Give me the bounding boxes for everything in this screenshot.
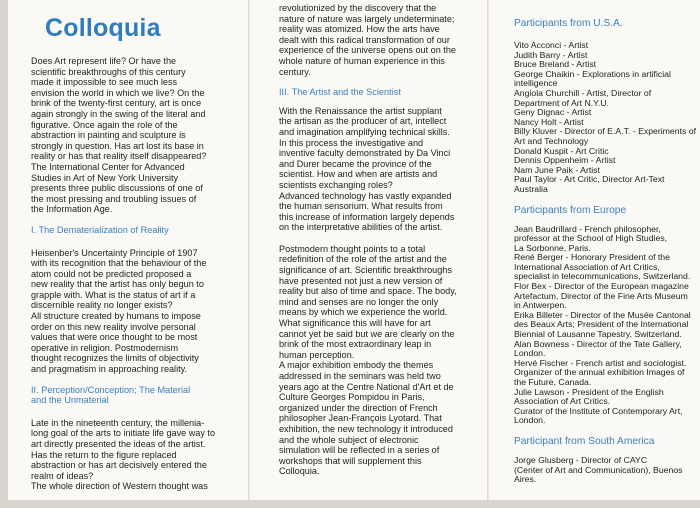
- participant-entry: Dennis Oppenheim - Artist: [514, 155, 616, 166]
- participant-entry: Erika Billeter - Director of the Musée Cantonal des Beaux Arts; President of the International Biennial of Lausanne Tapestry, Switzerland.: [514, 309, 691, 340]
- page-title: Colloquia: [45, 14, 161, 42]
- participant-entry: Bruce Breland - Artist: [514, 59, 597, 70]
- participant-entry: Julie Lawson - President of the English Association of Art Critics. Curator of the Institute of Contemporary Art, London.: [514, 386, 683, 426]
- participant-entry: Nancy Holt - Artist: [514, 116, 584, 127]
- participant-entry: Jean Baudrillard - French philosopher, professor at the School of High Studies, La Sorbonne, Paris.: [514, 223, 668, 253]
- europe-participants-heading: Participants from Europe: [514, 204, 627, 216]
- participant-entry: Paul Taylor - Art Critic, Director Art-Text Australia: [514, 174, 665, 194]
- participant-entry: Hervé Fischer - French artist and sociologist. Organizer of the annual exhibition Images of the Future, Canada.: [514, 357, 687, 387]
- continued-paragraph: revolutionized by the discovery that the nature of nature was largely undeterminate; reality was atomized. How the arts have dealt with this radical transformation of our experience of the universe opens out on the whole nature of human experience in this century.: [279, 3, 456, 77]
- usa-participants-list: [514, 41, 698, 195]
- section-heading-1: I. The Dematerialization of Reality: [31, 224, 169, 235]
- participant-entry: Geny Dignac - Artist: [514, 107, 592, 118]
- section-heading-3: III. The Artist and the Scientist: [279, 87, 401, 98]
- section-3-paragraph: With the Renaissance the artist supplant the artisan as the producer of art, intellect and imagination amplifying technical skills. In this process the investigative and inventive faculty demonstrated by Da Vinci and Durer became the province of the scientist. How and when are artists and scientists exchanging roles? Advanced technology has vastly expanded the human sensorium. What results from this increase of information largely depends on the interpretative abilities of the artist.: [279, 105, 455, 233]
- section-2-paragraph: Late in the nineteenth century, the millenia- long goal of the arts to initiate life gave way to art directly presented the ideas of the artist. Has the return to the figure replaced abstraction or has art decisively entered the realm of ideas? The whole direction of Western thought was: [31, 417, 216, 492]
- europe-participants-list: [514, 225, 698, 426]
- south-america-participants-heading: Participant from South America: [514, 435, 655, 447]
- participant-entry: Donald Kuspit - Art Critic: [514, 145, 609, 156]
- section-heading-2: II. Perception/Conception; The Material and the Unmaterial: [31, 384, 191, 406]
- participant-entry: Billy Kluver - Director of E.A.T. - Experiments of Art and Technology: [514, 126, 697, 146]
- intro-paragraph: Does Art represent life? Or have the scientific breakthroughs of this century made it impossible to see much less envision the world in which we live? On the brink of the twenty-first century, art is once again strongly in the swing of the literal and figurative. Once again the role of the abstraction in painting and sculpture is strongly in question. Has art lost its base in reality or has that reality itself disappeared? The International Center for Advanced Studies in Art of New York University presents three public discussions of one of the most pressing and troubling issues of the Information Age.: [31, 56, 207, 215]
- section-3-paragraph-2: Postmodern thought points to a total redefinition of the role of the artist and the significance of art. Scientific breakthroughs have presented not just a new version of reality but also of time and space. The body, mind and senses are no longer the only means by which we experience the world. What significance this will have for art cannot yet be said but we are clearly on the brink of the most extraordinary leap in human perception. A major exhibition embody the themes addressed in the seminars was held two years ago at the Centre National d'Art et de Culture Georges Pompidou in Paris, organized under the direction of French philosopher Jean-François Lyotard. That exhibition, the new technology it introduced and the whole subject of electronic simulation will be reflected in a series of workshops that will supplement this Colloquia.: [279, 243, 457, 477]
- participant-entry: Angiola Churchill - Artist, Director of Department of Art N.Y.U.: [514, 87, 652, 108]
- participant-entry: Alan Bowness - Director of the Tate Gallery, London.: [514, 338, 682, 359]
- section-1-paragraph: Heisenber's Uncertainty Principle of 1907 with its recognition that the behaviour of the atom could not be predicted proposed a new reality that the artist has only begun to grapple with. What is the status of art if a discernible reality no longer exists? All structure created by humans to impose order on this new reality involve personal values that were once thought to be most operative in religion. Postmodernism thought recognizes the limits of objectivity and pragmatism in approaching reality.: [31, 247, 207, 375]
- participant-entry: George Chaikin - Explorations in artificial intelligence: [514, 68, 671, 89]
- participant-entry: René Berger - Honorary President of the International Association of Art Critics, specialist in telecommunications, Switzerland.: [514, 252, 691, 282]
- participant-entry: Jorge Glusberg - Director of CAYC (Center of Art and Communication), Buenos Aires.: [514, 454, 683, 485]
- participant-entry: Judith Barry - Artist: [514, 49, 588, 60]
- fold-line-left: [248, 0, 250, 500]
- fold-line-right: [487, 0, 489, 500]
- usa-participants-heading: Participants from U.S.A.: [514, 18, 623, 29]
- participant-entry: Vito Acconci - Artist: [514, 40, 589, 50]
- column-middle: [279, 3, 484, 477]
- column-right: [514, 18, 698, 485]
- participant-entry: Flor Bex - Director of the European magazine Artefactum, Director of the Fine Arts Museum in Antwerpen.: [514, 281, 689, 311]
- participant-entry: Nam June Paik - Artist: [514, 164, 600, 175]
- column-left: [23, 0, 245, 492]
- south-america-participants-list: [514, 456, 698, 485]
